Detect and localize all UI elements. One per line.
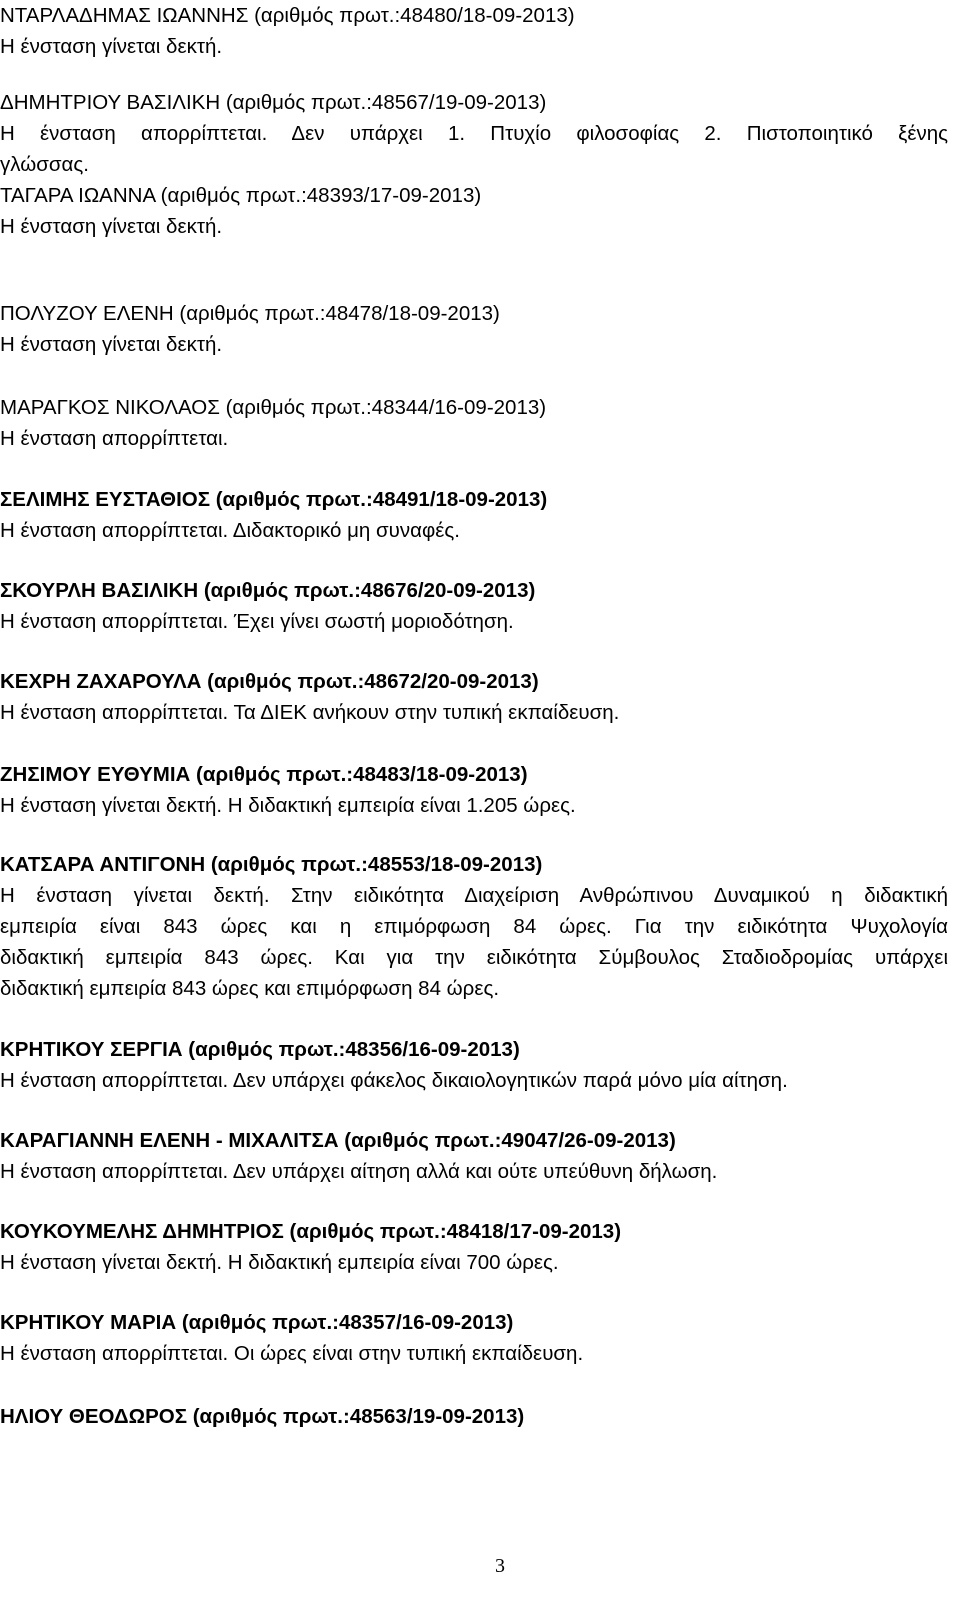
entry-header: ΤΑΓΑΡΑ ΙΩΑΝΝΑ (αριθμός πρωτ.:48393/17-09-2013) xyxy=(0,184,482,207)
objection-entry xyxy=(0,1401,948,1432)
entry-decision: γλώσσας. xyxy=(0,153,89,176)
entry-decision: Η ένσταση απορρίπτεται. xyxy=(0,427,229,450)
entry-decision: Η ένσταση απορρίπτεται. Δεν υπάρχει 1. Πτυχίο φιλοσοφίας 2. Πιστοποιητικό ξένης xyxy=(0,122,948,145)
entry-decision: Η ένσταση απορρίπτεται. Δεν υπάρχει αίτηση αλλά και ούτε υπεύθυνη δήλωση. xyxy=(0,1160,718,1183)
entry-header: ΚΑΡΑΓΙΑΝΝΗ ΕΛΕΝΗ - ΜΙΧΑΛΙΤΣΑ (αριθμός πρωτ.:49047/26-09-2013) xyxy=(0,1129,676,1152)
entry-decision: Η ένσταση γίνεται δεκτή. xyxy=(0,215,223,238)
entry-header: ΚΡΗΤΙΚΟΥ ΣΕΡΓΙΑ (αριθμός πρωτ.:48356/16-09-2013) xyxy=(0,1038,520,1061)
objection-entry xyxy=(0,1307,948,1369)
objection-entry xyxy=(0,298,948,360)
entry-header: ΠΟΛΥΖΟΥ ΕΛΕΝΗ (αριθμός πρωτ.:48478/18-09-2013) xyxy=(0,302,500,325)
entry-decision: διδακτική εμπειρία 843 ώρες και επιμόρφωση 84 ώρες. xyxy=(0,977,500,1000)
entry-header: ΣΚΟΥΡΛΗ ΒΑΣΙΛΙΚΗ (αριθμός πρωτ.:48676/20-09-2013) xyxy=(0,579,536,602)
entry-decision: Η ένσταση γίνεται δεκτή. xyxy=(0,35,223,58)
entry-decision: Η ένσταση απορρίπτεται. Τα ΔΙΕΚ ανήκουν στην τυπική εκπαίδευση. xyxy=(0,701,620,724)
entry-decision: Η ένσταση απορρίπτεται. Δεν υπάρχει φάκελος δικαιολογητικών παρά μόνο μία αίτηση. xyxy=(0,1069,788,1092)
entry-header: ΖΗΣΙΜΟΥ ΕΥΘΥΜΙΑ (αριθμός πρωτ.:48483/18-09-2013) xyxy=(0,763,528,786)
entry-decision: Η ένσταση γίνεται δεκτή. Στην ειδικότητα Διαχείριση Ανθρώπινου Δυναμικού η διδακτική xyxy=(0,884,948,907)
entry-decision: Η ένσταση γίνεται δεκτή. Η διδακτική εμπειρία είναι 700 ώρες. xyxy=(0,1251,559,1274)
entry-decision: Η ένσταση απορρίπτεται. Οι ώρες είναι στην τυπική εκπαίδευση. xyxy=(0,1342,584,1365)
objection-entry xyxy=(0,484,948,546)
entry-decision: Η ένσταση γίνεται δεκτή. xyxy=(0,333,223,356)
entry-header: ΗΛΙΟΥ ΘΕΟΔΩΡΟΣ (αριθμός πρωτ.:48563/19-09-2013) xyxy=(0,1405,525,1428)
entry-decision: Η ένσταση γίνεται δεκτή. Η διδακτική εμπειρία είναι 1.205 ώρες. xyxy=(0,794,576,817)
entry-header: ΚΟΥΚΟΥΜΕΛΗΣ ΔΗΜΗΤΡΙΟΣ (αριθμός πρωτ.:48418/17-09-2013) xyxy=(0,1220,622,1243)
objection-entry xyxy=(0,666,948,728)
objection-entry xyxy=(0,1125,948,1187)
objection-entry xyxy=(0,392,948,454)
page-number: 3 xyxy=(495,1555,505,1577)
objection-entry xyxy=(0,759,948,821)
objection-entry xyxy=(0,575,948,637)
entry-header: ΣΕΛΙΜΗΣ ΕΥΣΤΑΘΙΟΣ (αριθμός πρωτ.:48491/18-09-2013) xyxy=(0,488,548,511)
entry-header: ΜΑΡΑΓΚΟΣ ΝΙΚΟΛΑΟΣ (αριθμός πρωτ.:48344/16-09-2013) xyxy=(0,396,547,419)
objection-entry xyxy=(0,87,948,180)
objection-entry xyxy=(0,849,948,1004)
entry-header: ΚΡΗΤΙΚΟΥ ΜΑΡΙΑ (αριθμός πρωτ.:48357/16-09-2013) xyxy=(0,1311,514,1334)
entry-decision: Η ένσταση απορρίπτεται. Έχει γίνει σωστή μοριοδότηση. xyxy=(0,610,514,633)
entry-decision: εμπειρία είναι 843 ώρες και η επιμόρφωση 84 ώρες. Για την ειδικότητα Ψυχολογία xyxy=(0,915,948,938)
entry-header: ΝΤΑΡΛΑΔΗΜΑΣ ΙΩΑΝΝΗΣ (αριθμός πρωτ.:48480/18-09-2013) xyxy=(0,4,575,27)
entry-header: ΚΑΤΣΑΡΑ ΑΝΤΙΓΟΝΗ (αριθμός πρωτ.:48553/18-09-2013) xyxy=(0,853,543,876)
entry-decision: Η ένσταση απορρίπτεται. Διδακτορικό μη συναφές. xyxy=(0,519,460,542)
entry-header: ΔΗΜΗΤΡΙΟΥ ΒΑΣΙΛΙΚΗ (αριθμός πρωτ.:48567/19-09-2013) xyxy=(0,91,547,114)
objection-entry xyxy=(0,180,948,242)
entry-decision: διδακτική εμπειρία 843 ώρες. Και για την ειδικότητα Σύμβουλος Σταδιοδρομίας υπάρχει xyxy=(0,946,948,969)
objection-entry xyxy=(0,1216,948,1278)
objection-entry xyxy=(0,0,948,62)
entry-header: ΚΕΧΡΗ ΖΑΧΑΡΟΥΛΑ (αριθμός πρωτ.:48672/20-09-2013) xyxy=(0,670,539,693)
objection-entry xyxy=(0,1034,948,1096)
